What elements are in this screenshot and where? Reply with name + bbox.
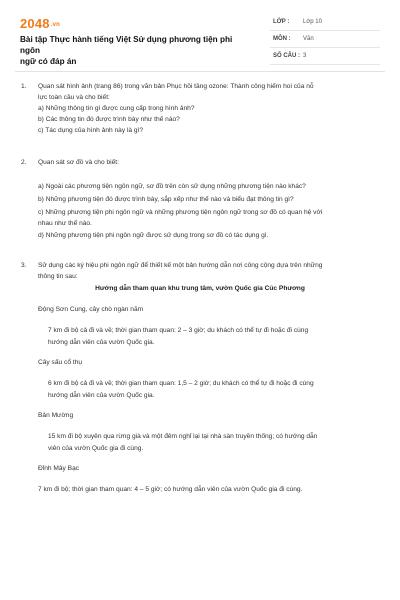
question-text: Quan sát hình ảnh (trang 86) trong văn bản Phục hồi tầng ozone: Thành công hiếm hoi của nỗ bbox=[38, 83, 314, 90]
place-description: hướng dẫn viên của vườn Quốc gia. bbox=[48, 339, 155, 346]
question-subitem: a) Những thông tin gì được cung cấp trong hình ảnh? bbox=[38, 105, 195, 112]
question-number: 2. bbox=[21, 159, 27, 166]
header-divider bbox=[15, 71, 385, 72]
document-header bbox=[20, 14, 380, 66]
document-title-line: Bài tập Thực hành tiếng Việt Sử dụng phương tiện phi ngôn bbox=[20, 35, 233, 55]
logo-tld: .vn bbox=[50, 21, 61, 28]
place-name: Bản Mường bbox=[38, 412, 74, 419]
meta-row-class bbox=[270, 14, 380, 31]
meta-row-subject bbox=[270, 31, 380, 48]
site-logo[interactable] bbox=[20, 16, 60, 31]
place-description: 7 km đi bộ cả đi và về; thời gian tham quan: 2 – 3 giờ; du khách có thể tự đi hoặc đi cùng bbox=[48, 327, 309, 334]
place-description: 6 km đi bộ cả đi và về; thời gian tham quan: 1,5 – 2 giờ; du khách có thể tự đi hoặc đi cùng bbox=[48, 380, 314, 387]
question-subitem: d) Những phương tiện phi ngôn ngữ được sử dụng trong sơ đồ có tác dụng gì. bbox=[38, 232, 269, 239]
question-text: lực toàn cầu và cho biết: bbox=[38, 94, 110, 101]
logo-text: 2048 bbox=[20, 16, 50, 31]
place-name: Động Sơn Cung, cây chò ngàn năm bbox=[38, 306, 144, 313]
question-subitem: b) Các thông tin đó được trình bày như thế nào? bbox=[38, 116, 180, 123]
question-number: 1. bbox=[21, 83, 27, 90]
document-title bbox=[20, 34, 250, 67]
place-description: viên của vườn Quốc gia đi cùng. bbox=[48, 445, 144, 452]
place-description: 15 km đi bộ xuyên qua rừng già và một đêm nghỉ lại tại nhà sàn truyền thống; có hướng dẫn bbox=[48, 433, 318, 440]
meta-row-question-count bbox=[270, 48, 380, 65]
guide-title: Hướng dẫn tham quan khu trung tâm, vườn Quốc gia Cúc Phương bbox=[95, 285, 305, 292]
place-description: hướng dẫn viên của vườn Quốc gia. bbox=[48, 392, 155, 399]
question-subitem: nhau như thế nào. bbox=[38, 220, 92, 227]
meta-table bbox=[270, 14, 380, 65]
meta-value: Lớp 10 bbox=[303, 19, 322, 25]
question-subitem: c) Những phương tiện phi ngôn ngữ và những phương tiện ngôn ngữ trong sơ đồ có quan hệ với bbox=[38, 209, 323, 216]
meta-label: LỚP : bbox=[273, 19, 290, 25]
question-subitem: c) Tác dụng của hình ảnh này là gì? bbox=[38, 127, 144, 134]
meta-label: SỐ CÂU : bbox=[273, 53, 300, 59]
document-title-line: ngữ có đáp án bbox=[20, 57, 77, 66]
meta-value: 3 bbox=[303, 53, 307, 59]
question-subitem: b) Những phương tiện đó được trình bày, sắp xếp như thế nào và biểu đạt thông tin gì? bbox=[38, 196, 294, 203]
question-text: Quan sát sơ đồ và cho biết: bbox=[38, 159, 119, 166]
meta-value: Văn bbox=[303, 36, 314, 42]
question-number: 3. bbox=[21, 262, 27, 269]
place-name: Đỉnh Mây Bạc bbox=[38, 465, 80, 472]
meta-label: MÔN : bbox=[273, 36, 291, 42]
question-subitem: a) Ngoài các phương tiện ngôn ngữ, sơ đồ trên còn sử dụng những phương tiện nào khác? bbox=[38, 183, 306, 190]
place-name: Cây sấu cổ thụ bbox=[38, 359, 82, 366]
place-description: 7 km đi bộ; thời gian tham quan: 4 – 5 giờ; có hướng dẫn viên của vườn Quốc gia đi cùng. bbox=[38, 486, 303, 493]
question-text: Sử dụng các ký hiệu phi ngôn ngữ để thiết kế một bản hướng dẫn nơi công cộng dựa trên những bbox=[38, 262, 323, 269]
question-text: thông tin sau: bbox=[38, 273, 78, 280]
